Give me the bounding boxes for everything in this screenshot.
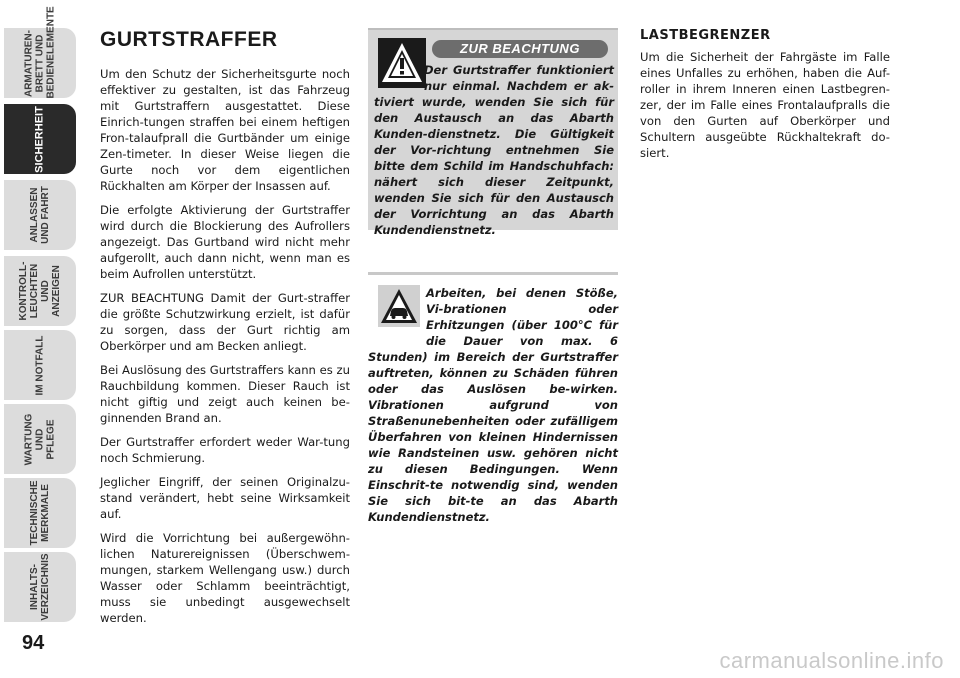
paragraph: Jeglicher Eingriff, der seinen Originalzu-stand verändert, hebt seine Wirksamkeit auf. [100, 475, 350, 521]
tab-label: INHALTS- VERZEICHNIS [29, 553, 51, 621]
tab-label: KONTROLL- LEUCHTEN UND ANZEIGEN [18, 261, 62, 321]
tab-sicherheit[interactable] [4, 104, 76, 174]
caution-box [368, 272, 618, 524]
paragraph: Der Gurtstraffer erfordert weder War-tung noch Schmierung. [100, 435, 350, 465]
caution-text [368, 285, 618, 525]
warning-box [368, 28, 618, 237]
right-column [640, 28, 890, 169]
paragraph: Bei Auslösung des Gurtstraffers kann es zu Rauchbildung kommen. Dieser Rauch ist nicht giftig und zeigt auch keinen be-ginnenden Brand an. [100, 363, 350, 425]
tab-label: ARMATUREN- BRETT UND BEDIENELEMENTE [23, 5, 57, 98]
paragraph: Wird die Vorrichtung bei außergewöhn-lichen Naturereignissen (Überschwem-mungen, starkem Wellengang usw.) durch Wasser oder Schlamm beeinträchtigt, muss sie unbedingt ausgewechselt werden. [100, 531, 350, 625]
tab-label: WARTUNG UND PFLEGE [23, 413, 57, 465]
tab-label: TECHNISCHE MERKMALE [29, 480, 51, 546]
warning-text-content: Der Gurtstraffer funktioniert nur einmal. Nachdem er ak-tiviert wurde, wenden Sie sich für den Austausch an das Abarth Kunden-dienstnetz. Die Gültigkeit der Vor-richtung entnehmen Sie bitte dem Schild im Handschuhfach: nähert sich dieser Zeitpunkt, wenden Sie sich für den Austausch der Vorrichtung an das Abarth Kundendienstnetz. [374, 63, 614, 237]
tab-label: ANLASSEN UND FAHRT [29, 186, 51, 244]
tab-technische-merkmale[interactable] [4, 478, 76, 548]
warning-badge: ZUR BEACHTUNG [432, 40, 608, 58]
warning-text [374, 62, 614, 238]
tab-im-notfall[interactable] [4, 330, 76, 400]
tab-wartung[interactable] [4, 404, 76, 474]
paragraph: Um den Schutz der Sicherheitsgurte noch effektiver zu gestalten, ist das Fahrzeug mit Gurtstraffern ausgestattet. Diese Einrich-tungen straffen bei einem heftigen Fron-talaufprall die Gurtbänder um einige Zen-timeter. In dieser Weise liegen die Gurte noch vor dem eigentlichen Rückhalten am Körper der Insassen auf. [100, 67, 350, 193]
watermark: carmanualsonline.info [719, 648, 944, 673]
tab-label: SICHERHEIT [33, 105, 46, 173]
page-number: 94 [22, 632, 45, 654]
caution-text-content: Arbeiten, bei denen Stöße, Vi-brationen oder Erhitzungen (über 100°C für die Dauer von max. 6 Stunden) im Bereich der Gurtstraffer auftreten, können zu Schäden führen oder das Auslösen be-wirken. Vibrationen aufgrund von Straßenunebenheiten oder zufälligem Überfahren von kleinen Hindernissen wie Randsteinen usw. gehören nicht zu diesen Bedingungen. Wenn Einschrit-te notwendig sind, wenden Sie sich bit-te an das Abarth Kundendienstnetz. [368, 286, 618, 524]
tab-armaturenbrett[interactable] [4, 5, 76, 98]
tab-inhaltsverzeichnis[interactable] [4, 552, 76, 622]
page-title: GURTSTRAFFER [100, 28, 278, 51]
tab-label: IM NOTFALL [34, 335, 46, 395]
section-heading: LASTBEGRENZER [640, 28, 771, 43]
left-column [100, 28, 350, 634]
paragraph: ZUR BEACHTUNG Damit der Gurt-straffer die größte Schutzwirkung erzielt, ist dafür zu sorgen, dass der Gurt richtig am Oberkörper und am Becken anliegt. [100, 291, 350, 353]
tab-kontrollleuchten[interactable] [4, 256, 76, 326]
paragraph: Um die Sicherheit der Fahrgäste im Falle eines Unfalles zu erhöhen, haben die Auf-roller in ihrem Inneren einen Lastbegren-zer, der im Falle eines Frontalaufpralls die von den Gurten auf Oberkörper und Schultern ausgeübte Rückhaltekraft do-siert. [640, 50, 890, 160]
paragraph: Die erfolgte Aktivierung der Gurtstraffer wird durch die Blockierung des Aufrollers angezeigt. Das Gurtband wird nicht mehr aufgerollt, auch dann nicht, wenn man es beim Aufrollen unterstützt. [100, 203, 350, 281]
tab-anlassen[interactable] [4, 180, 76, 250]
